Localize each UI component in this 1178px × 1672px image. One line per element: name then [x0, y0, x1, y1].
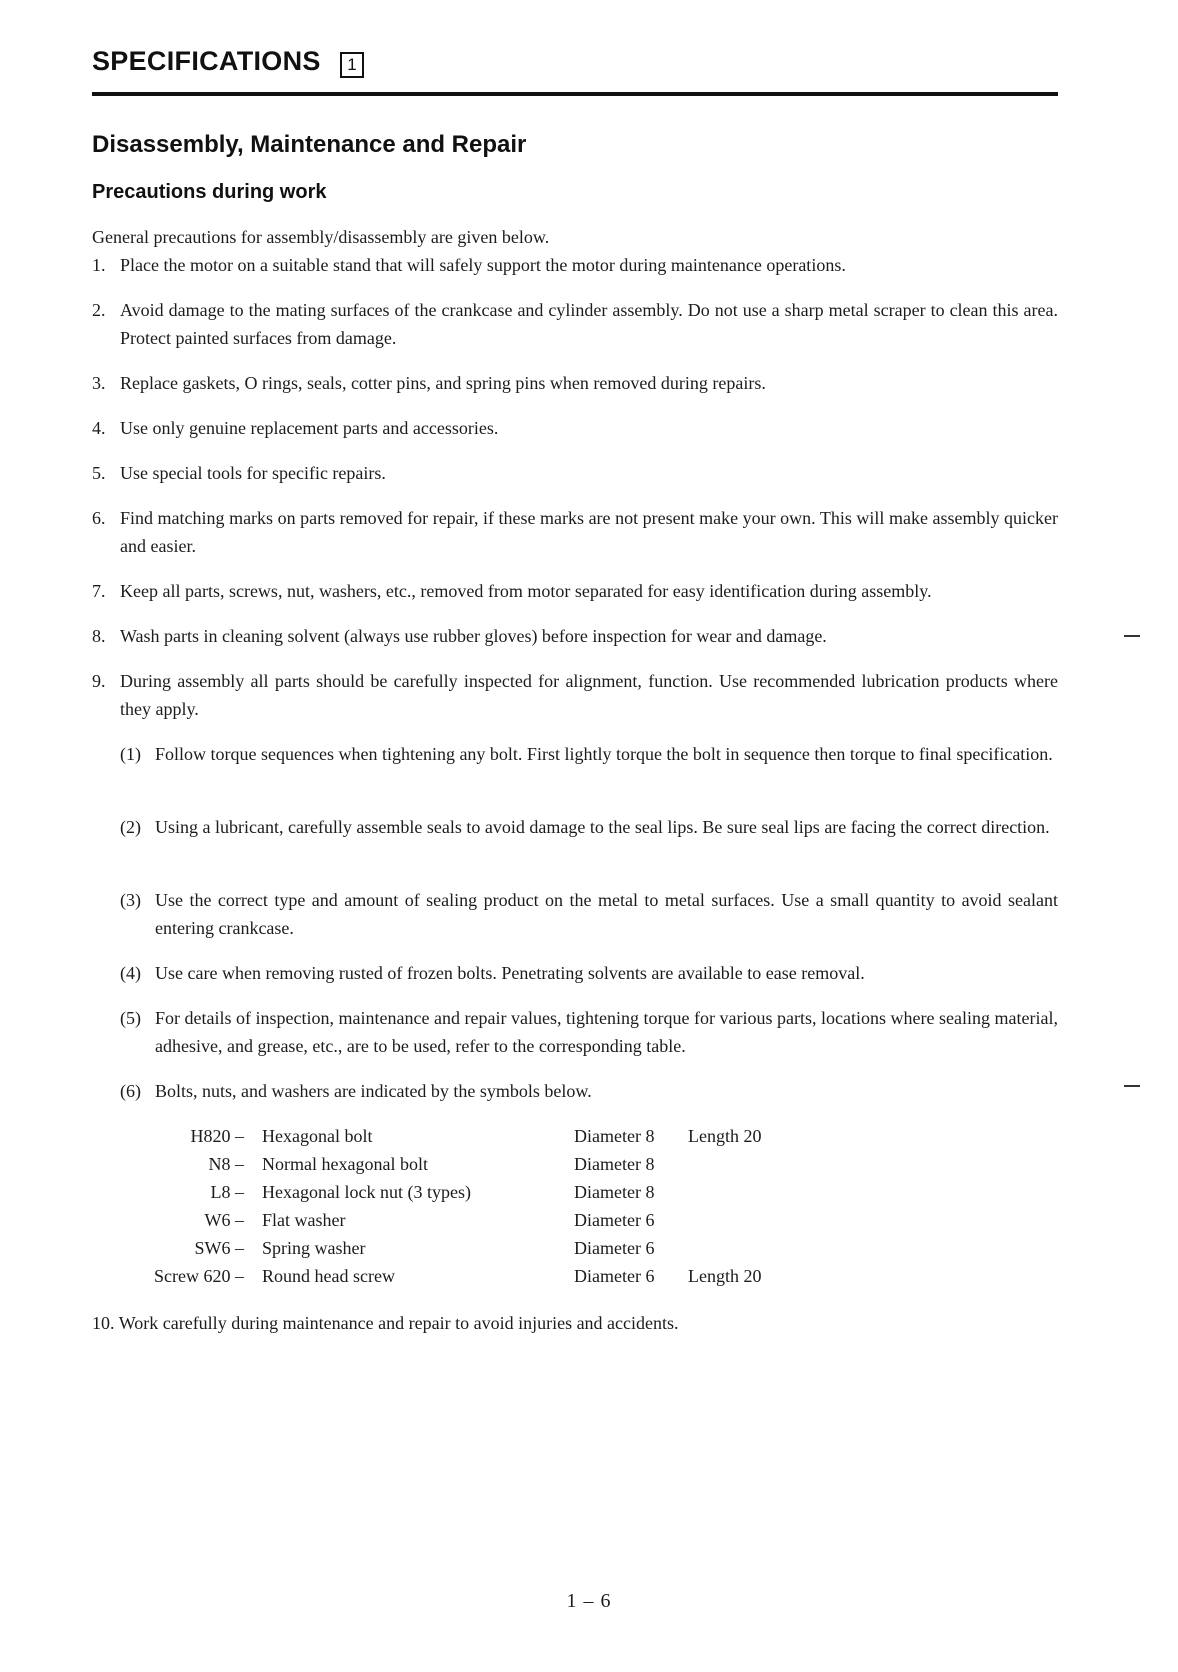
list-item	[92, 414, 1058, 442]
subitem-number: (3)	[120, 890, 141, 910]
subitem-number: (1)	[120, 744, 141, 764]
subitem-number: (5)	[120, 1008, 141, 1028]
sub-list-item	[120, 1004, 1058, 1060]
symbol-length: Length 20	[688, 1266, 762, 1286]
symbol-description: Hexagonal bolt	[262, 1126, 373, 1146]
sub-list-item	[120, 740, 1058, 768]
intro-text: General precautions for assembly/disassembly are given below.	[92, 227, 550, 247]
subitem-text: Use care when removing rusted of frozen bolts. Penetrating solvents are available to ease removal.	[155, 963, 865, 983]
item-text: Place the motor on a suitable stand that will safely support the motor during maintenance operations.	[120, 255, 846, 275]
subitem-text: Using a lubricant, carefully assemble seals to avoid damage to the seal lips. Be sure seal lips are facing the correct direction.	[155, 817, 1050, 837]
subitem-number: (4)	[120, 963, 141, 983]
table-row	[0, 1234, 1178, 1262]
subsection-title: Precautions during work	[92, 181, 327, 203]
sub-list-item	[120, 813, 1058, 841]
item-text: Wash parts in cleaning solvent (always use rubber gloves) before inspection for wear and damage.	[120, 626, 827, 646]
symbol-code: N8 –	[208, 1154, 244, 1174]
symbol-code: Screw 620 –	[154, 1266, 244, 1286]
subitem-text: Follow torque sequences when tightening any bolt. First lightly torque the bolt in sequence then torque to final specification.	[155, 744, 1053, 764]
item-number: 4.	[92, 418, 106, 438]
symbol-description: Flat washer	[262, 1210, 346, 1230]
list-item	[92, 577, 1058, 605]
item-text: Keep all parts, screws, nut, washers, etc., removed from motor separated for easy identification during assembly.	[120, 581, 932, 601]
symbol-code: W6 –	[204, 1210, 244, 1230]
list-item	[92, 667, 1058, 723]
table-row	[0, 1262, 1178, 1290]
item-number: 2.	[92, 300, 106, 320]
table-row	[0, 1206, 1178, 1234]
list-item	[92, 251, 1058, 279]
subitem-text: Use the correct type and amount of sealing product on the metal to metal surfaces. Use a small quantity to avoid sealant entering crankcase.	[155, 890, 1058, 938]
symbol-code: SW6 –	[194, 1238, 244, 1258]
symbol-description: Round head screw	[262, 1266, 395, 1286]
chapter-badge: 1	[340, 52, 364, 78]
section-title: Disassembly, Maintenance and Repair	[92, 131, 527, 158]
subitem-number: (2)	[120, 817, 141, 837]
item-number: 8.	[92, 626, 106, 646]
item-number: 6.	[92, 508, 106, 528]
symbol-code: H820 –	[190, 1126, 244, 1146]
symbol-diameter: Diameter 8	[574, 1126, 655, 1146]
item-text: Find matching marks on parts removed for repair, if these marks are not present make your own. This will make assembly quicker and easier.	[120, 508, 1058, 556]
page-header	[92, 44, 1058, 96]
symbol-length: Length 20	[688, 1126, 762, 1146]
item-number: 7.	[92, 581, 106, 601]
item-number: 9.	[92, 671, 106, 691]
header-title: SPECIFICATIONS	[92, 46, 321, 76]
item-number: 10.	[92, 1313, 115, 1333]
list-item	[92, 296, 1058, 352]
item-number: 1.	[92, 255, 106, 275]
symbol-diameter: Diameter 8	[574, 1182, 655, 1202]
list-item	[92, 504, 1058, 560]
item-number: 3.	[92, 373, 106, 393]
margin-mark	[1124, 635, 1140, 637]
symbol-diameter: Diameter 8	[574, 1154, 655, 1174]
symbol-code: L8 –	[210, 1182, 244, 1202]
sub-list-item	[120, 1077, 1058, 1105]
item-text: Replace gaskets, O rings, seals, cotter pins, and spring pins when removed during repairs.	[120, 373, 766, 393]
table-row	[0, 1150, 1178, 1178]
symbol-diameter: Diameter 6	[574, 1238, 655, 1258]
item-text: During assembly all parts should be carefully inspected for alignment, function. Use recommended lubrication products where they apply.	[120, 671, 1058, 719]
sub-list-item	[120, 959, 1058, 987]
symbol-description: Hexagonal lock nut (3 types)	[262, 1182, 471, 1202]
page-number: 1 – 6	[566, 1590, 612, 1612]
margin-mark	[1124, 1085, 1140, 1087]
list-item	[92, 459, 1058, 487]
item-text: Use special tools for specific repairs.	[120, 463, 386, 483]
item-text: Avoid damage to the mating surfaces of the crankcase and cylinder assembly. Do not use a sharp metal scraper to clean this area. Protect painted surfaces from damage.	[120, 300, 1058, 348]
subitem-text: Bolts, nuts, and washers are indicated by the symbols below.	[155, 1081, 592, 1101]
list-item	[92, 622, 1058, 650]
symbol-description: Spring washer	[262, 1238, 366, 1258]
item-text: Work carefully during maintenance and repair to avoid injuries and accidents.	[118, 1313, 679, 1333]
symbol-diameter: Diameter 6	[574, 1210, 655, 1230]
table-row	[0, 1178, 1178, 1206]
subitem-number: (6)	[120, 1081, 141, 1101]
item-text: Use only genuine replacement parts and accessories.	[120, 418, 499, 438]
list-item	[92, 369, 1058, 397]
symbol-diameter: Diameter 6	[574, 1266, 655, 1286]
symbol-description: Normal hexagonal bolt	[262, 1154, 428, 1174]
subitem-text: For details of inspection, maintenance and repair values, tightening torque for various parts, locations where sealing material, adhesive, and grease, etc., are to be used, refer to the corresponding table.	[155, 1008, 1058, 1056]
list-item	[92, 1309, 679, 1337]
item-number: 5.	[92, 463, 106, 483]
table-row	[0, 1122, 1178, 1150]
sub-list-item	[120, 886, 1058, 942]
